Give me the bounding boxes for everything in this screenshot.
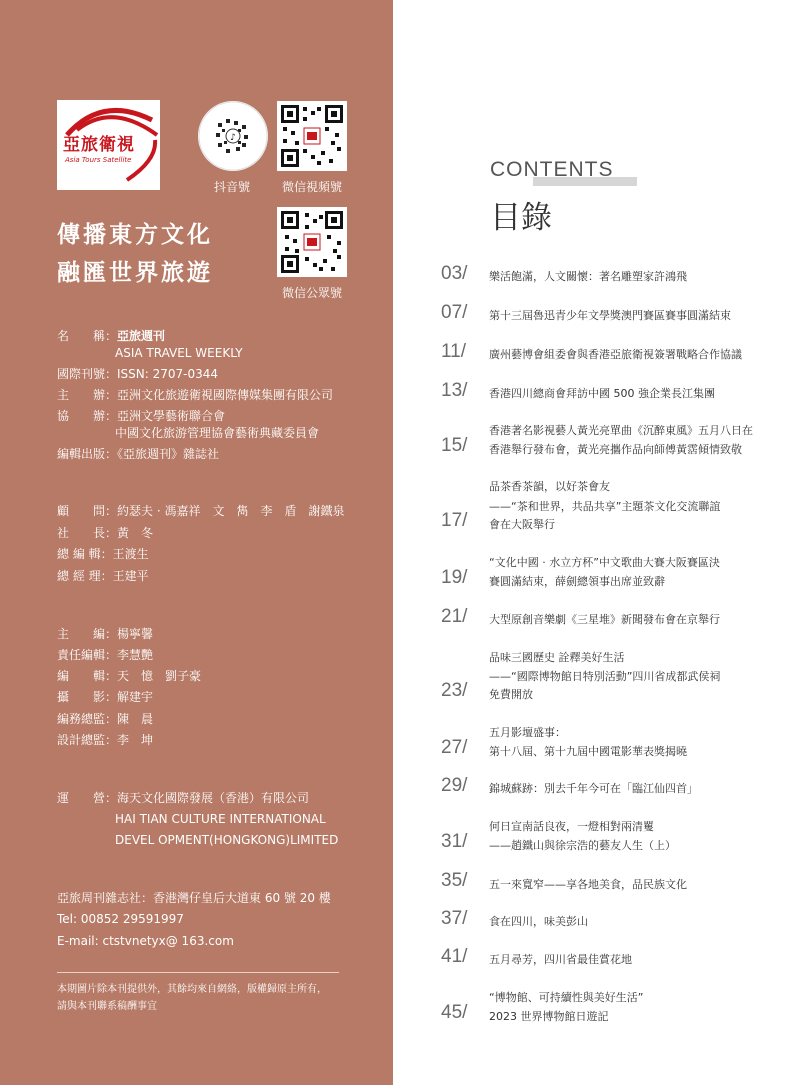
staff-editor-in-chief: 總 編 輯：王渡生 bbox=[57, 547, 149, 561]
toc-entry-title[interactable]: 香港舉行發布會，黃光亮攜作品向師傅黃霑傾情致敬 bbox=[489, 443, 742, 456]
staff-advisor: 顧 問：約瑟夫 · 馮嘉祥 文 雋 李 盾 謝鐵泉 bbox=[57, 504, 345, 518]
contact-tel: Tel: 00852 29591997 bbox=[57, 912, 184, 926]
toc-entry-title[interactable]: “博物館、可持續性與美好生活” bbox=[489, 991, 644, 1004]
host-label: 主 辦： bbox=[57, 388, 118, 402]
operator-label: 運 營：海天文化國際發展（香港）有限公司 bbox=[57, 791, 310, 805]
toc-entry-title[interactable]: 第十三屆魯迅青少年文學獎澳門賽區賽事圓滿結束 bbox=[489, 309, 731, 322]
staff-chief-editor: 主 編：楊寧馨 bbox=[57, 627, 154, 641]
logo-subtitle: Asia Tours Satellite bbox=[65, 156, 132, 164]
toc-entry-title[interactable]: 廣州藝博會組委會與香港亞旅衛視簽署戰略合作協議 bbox=[489, 348, 742, 361]
toc-entry-title[interactable]: 大型原創音樂劇《三星堆》新聞發布會在京舉行 bbox=[489, 613, 720, 626]
toc-page-number[interactable]: 17/ bbox=[441, 510, 468, 531]
slogan-line-2: 融匯世界旅遊 bbox=[57, 260, 213, 286]
toc-entry-title[interactable]: 錦城蘇跡：別去千年今可在「臨江仙四首」 bbox=[489, 782, 698, 795]
toc-entry-title[interactable]: “文化中國 · 水立方杯”中文歌曲大賽大阪賽區決 bbox=[489, 556, 720, 569]
toc-entry-title[interactable]: 品味三國歷史 詮釋美好生活 bbox=[489, 651, 625, 664]
name-value: 亞旅週刊 bbox=[117, 329, 166, 343]
toc-page-number[interactable]: 41/ bbox=[441, 946, 468, 967]
masthead-name bbox=[57, 328, 165, 344]
logo-text: 亞旅衛視 bbox=[63, 135, 135, 155]
operator-en-1: HAI TIAN CULTURE INTERNATIONAL bbox=[115, 812, 326, 826]
qr-pattern-icon bbox=[281, 211, 343, 273]
asia-tours-satellite-logo bbox=[57, 100, 160, 190]
toc-entry-title[interactable]: 何日宣南話良夜，一燈相對兩清矍 bbox=[489, 820, 654, 833]
staff-editorial-director: 編務總監：陳 晨 bbox=[57, 712, 154, 726]
toc-page-number[interactable]: 27/ bbox=[441, 737, 468, 758]
toc-page-number[interactable]: 07/ bbox=[441, 302, 468, 323]
svg-text:♪: ♪ bbox=[230, 133, 236, 143]
douyin-qr-icon bbox=[198, 101, 268, 171]
masthead-publisher: 編輯出版：《亞旅週刊》雜誌社 bbox=[57, 447, 220, 461]
divider bbox=[57, 972, 339, 973]
toc-page-number[interactable]: 29/ bbox=[441, 775, 468, 796]
toc-page-number[interactable]: 23/ bbox=[441, 680, 468, 701]
staff-president: 社 長：黃 冬 bbox=[57, 526, 154, 540]
toc-entry-title[interactable]: 會在大阪舉行 bbox=[489, 518, 555, 531]
contents-title-cn: 目錄 bbox=[490, 200, 552, 236]
wechat-video-qr-code[interactable] bbox=[277, 101, 347, 171]
masthead-co bbox=[57, 408, 225, 424]
toc-entry-title[interactable]: 品茶香茶韻，以好茶會友 bbox=[489, 480, 610, 493]
toc-page-number[interactable]: 37/ bbox=[441, 908, 468, 929]
contact-address: 亞旅周刊雜志社：香港灣仔皇后大道東 60 號 20 樓 bbox=[57, 891, 331, 905]
toc-page-number[interactable]: 31/ bbox=[441, 831, 468, 852]
toc-entry-title[interactable]: 五月影壇盛事： bbox=[489, 726, 566, 739]
douyin-qr-code[interactable] bbox=[198, 101, 268, 171]
staff-photographer: 攝 影：解建宇 bbox=[57, 690, 154, 704]
toc-entry-title[interactable]: 第十八屆、第十九屆中國電影華表獎揭曉 bbox=[489, 745, 687, 758]
toc-page-number[interactable]: 45/ bbox=[441, 1002, 468, 1023]
toc-page-number[interactable]: 13/ bbox=[441, 380, 468, 401]
co-value-1: 亞洲文學藝術聯合會 bbox=[117, 409, 226, 423]
masthead-host bbox=[57, 387, 333, 403]
slogan-line-1: 傳播東方文化 bbox=[57, 222, 213, 248]
toc-page-number[interactable]: 03/ bbox=[441, 263, 468, 284]
toc-entry-title[interactable]: 五月尋芳，四川省最佳賞花地 bbox=[489, 953, 632, 966]
douyin-caption: 抖音號 bbox=[214, 180, 251, 194]
contents-title-en: CONTENTS bbox=[490, 158, 614, 181]
toc-page-number[interactable]: 21/ bbox=[441, 606, 468, 627]
toc-page-number[interactable]: 11/ bbox=[441, 341, 467, 362]
co-value-2: 中國文化旅游管理協會藝術典藏委員會 bbox=[115, 426, 320, 440]
toc-page-number[interactable]: 15/ bbox=[441, 435, 468, 456]
toc-entry-title[interactable]: 香港四川總商會拜訪中國 500 強企業長江集團 bbox=[489, 387, 715, 400]
toc-entry-title[interactable]: 五一來寬窄——享各地美食，品民族文化 bbox=[489, 878, 687, 891]
host-value: 亞洲文化旅遊衛視國際傳媒集團有限公司 bbox=[117, 388, 334, 402]
masthead-issn: 國際刊號：ISSN: 2707-0344 bbox=[57, 367, 219, 381]
copyright-note-1: 本期圖片除本刊提供外，其餘均來自網絡，版權歸原主所有， bbox=[57, 984, 327, 995]
toc-entry-title[interactable]: 食在四川，味美彭山 bbox=[489, 915, 588, 928]
wechat-video-caption: 微信視頻號 bbox=[282, 180, 343, 194]
co-label: 協 辦： bbox=[57, 409, 118, 423]
wechat-official-caption: 微信公眾號 bbox=[282, 286, 343, 300]
operator-en-2: DEVEL OPMENT(HONGKONG)LIMITED bbox=[115, 833, 339, 847]
toc-entry-title[interactable]: ——“國際博物館日特別活動”四川省成都武侯祠 bbox=[489, 670, 721, 683]
toc-entry-title[interactable]: 2023 世界博物館日遊記 bbox=[489, 1010, 609, 1023]
toc-entry-title[interactable]: 免費開放 bbox=[489, 688, 533, 701]
staff-responsible-editor: 責任編輯：李慧艷 bbox=[57, 648, 154, 662]
toc-entry-title[interactable]: ——“茶和世界，共品共享”主題茶文化交流聯誼 bbox=[489, 500, 721, 513]
toc-entry-title[interactable]: 樂活飽滿，人文關懷：著名雕塑家許鴻飛 bbox=[489, 270, 687, 283]
toc-entry-title[interactable]: 賽圓滿結束，薛劍總領事出席並致辭 bbox=[489, 575, 665, 588]
toc-entry-title[interactable]: 香港著名影視藝人黃光亮單曲《沉醉東風》五月八日在 bbox=[489, 424, 753, 437]
toc-entry-title[interactable]: ——趙鐵山與徐宗浩的藝友人生（上） bbox=[489, 839, 676, 852]
staff-general-manager: 總 經 理：王建平 bbox=[57, 569, 149, 583]
staff-editors: 編 輯：天 憶 劉子豪 bbox=[57, 669, 202, 683]
name-label: 名 稱： bbox=[57, 329, 118, 343]
qr-pattern-icon bbox=[281, 105, 343, 167]
toc-page-number[interactable]: 35/ bbox=[441, 870, 468, 891]
staff-design-director: 設計總監：李 坤 bbox=[57, 733, 154, 747]
toc-page-number[interactable]: 19/ bbox=[441, 567, 468, 588]
contact-email: E-mail: ctstvnetyx@ 163.com bbox=[57, 934, 234, 948]
copyright-note-2: 請與本刊聯系稿酬事宜 bbox=[57, 1001, 157, 1012]
masthead-name-en: ASIA TRAVEL WEEKLY bbox=[115, 346, 243, 360]
wechat-official-qr-code[interactable] bbox=[277, 207, 347, 277]
